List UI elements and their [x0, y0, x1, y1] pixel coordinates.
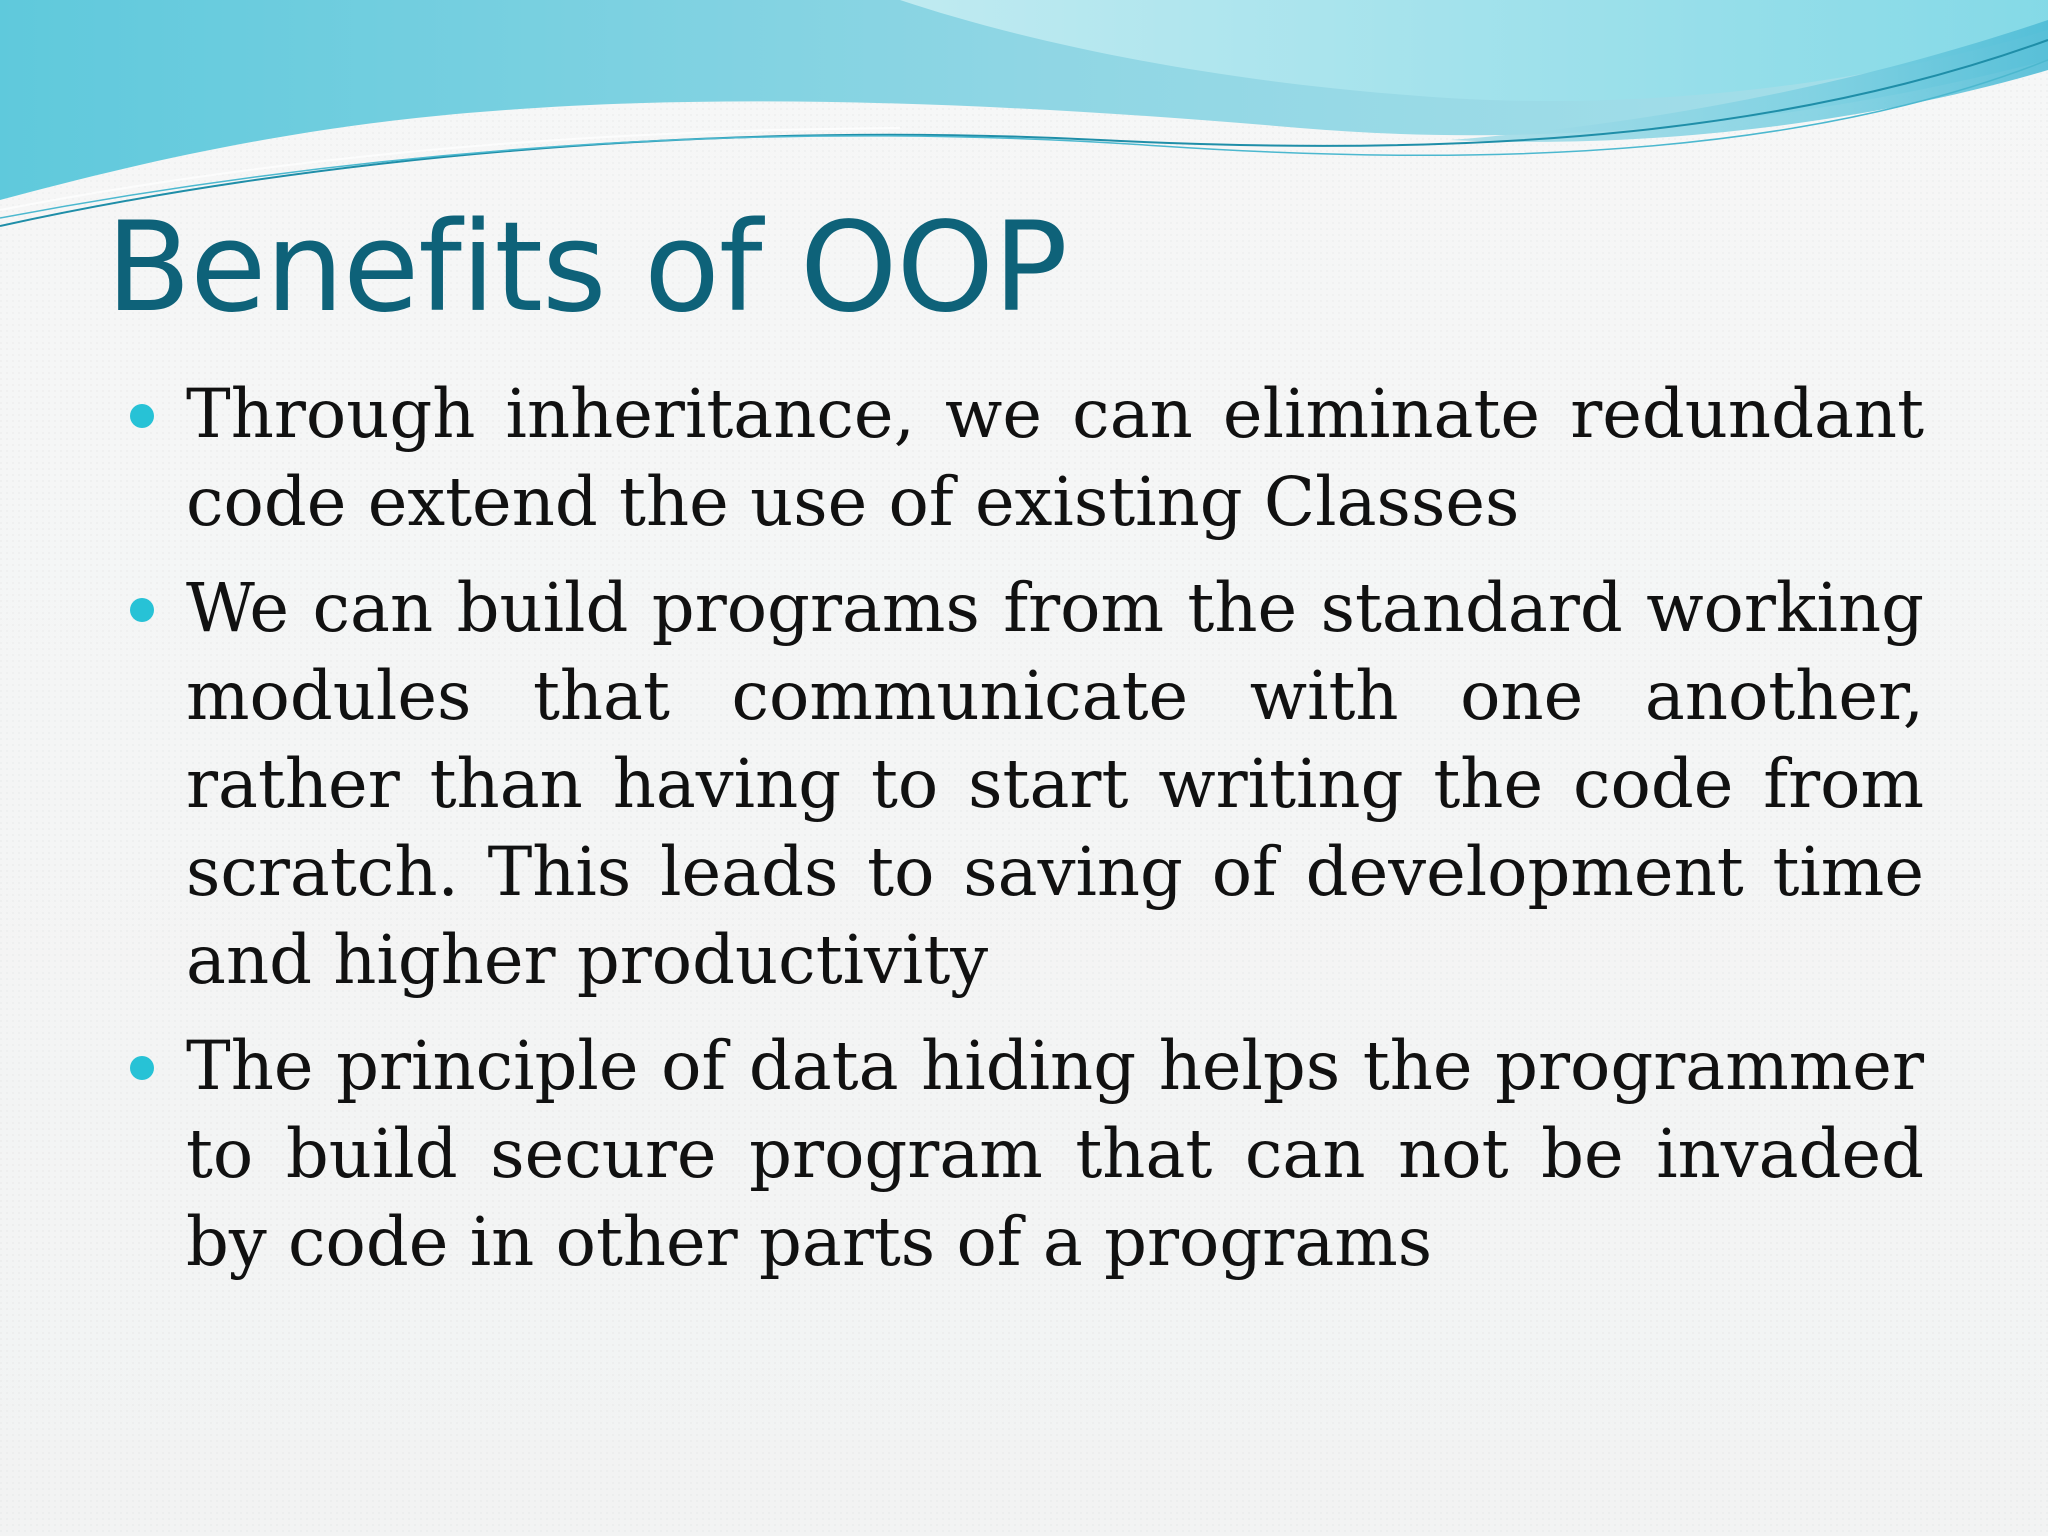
slide-title: Benefits of OOP [106, 196, 1067, 340]
bullet-list [186, 370, 1924, 1304]
bullet-item [186, 370, 1924, 546]
bullet-dot-icon [130, 598, 154, 622]
bullet-dot-icon [130, 404, 154, 428]
bullet-item [186, 1022, 1924, 1286]
bullet-text: We can build programs from the standard working modules that communicate with one another, rather than having to start writing the code from scratch. This leads to saving of development time and higher productivity [186, 569, 1924, 999]
bullet-text: Through inheritance, we can eliminate redundant code extend the use of existing Classes [186, 375, 1924, 541]
bullet-text: The principle of data hiding helps the programmer to build secure program that can not be invaded by code in other parts of a programs [186, 1027, 1924, 1281]
bullet-item [186, 564, 1924, 1004]
bullet-dot-icon [130, 1056, 154, 1080]
